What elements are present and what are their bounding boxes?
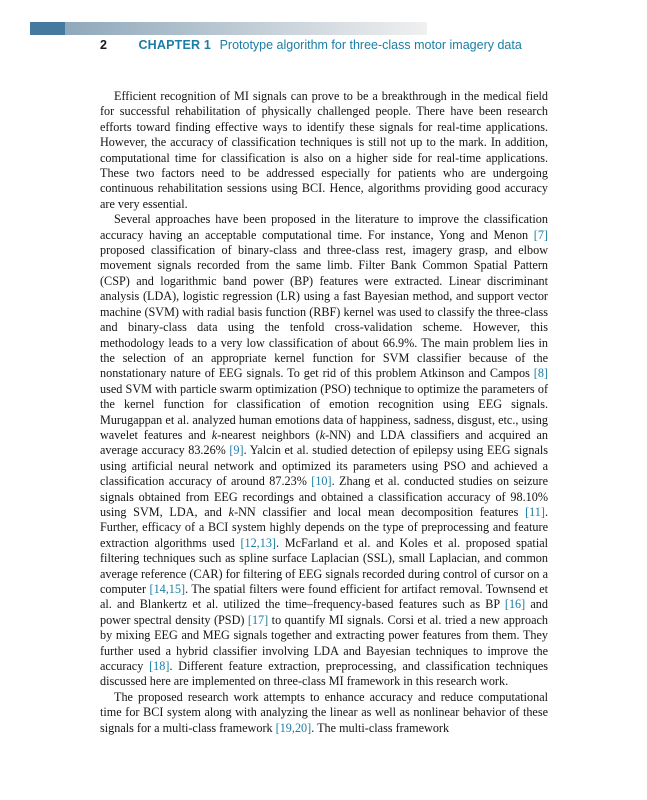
running-head bbox=[100, 38, 548, 52]
text-run: -NN) and LDA classifiers and acquired an average accuracy 83.26% bbox=[100, 427, 548, 458]
text-run: -NN classifier and local mean decomposition features bbox=[234, 504, 526, 519]
citation-link[interactable]: [7] bbox=[533, 227, 548, 242]
text-run: . The multi-class framework bbox=[311, 720, 450, 735]
text-run: Several approaches have been proposed in the literature to improve the classification accuracy having an acceptable computational time. For instance, Yong and Menon bbox=[100, 212, 548, 242]
citation-link[interactable]: [12,13] bbox=[240, 535, 276, 550]
text-run: . Zhang et al. conducted studies on seizure signals obtained from EEG recordings and obtained a classification accuracy of 98.10% using SVM, LDA, and bbox=[100, 474, 548, 519]
paragraph bbox=[100, 89, 548, 212]
citation-link[interactable]: [18] bbox=[149, 659, 170, 674]
citation-link[interactable]: [17] bbox=[247, 612, 269, 627]
header-bar-decoration bbox=[30, 22, 427, 35]
chapter-label: CHAPTER 1 bbox=[138, 38, 212, 52]
text-run: and power spectral density (PSD) bbox=[100, 597, 548, 627]
paragraph bbox=[100, 212, 548, 690]
italic-run: k bbox=[211, 427, 218, 442]
text-run: The proposed research work attempts to enhance accuracy and reduce computational time for BCI system along with analyzing the linear as well as nonlinear behavior of these signals for a multi-class framework bbox=[100, 689, 548, 735]
header-bar-solid-block bbox=[30, 22, 65, 35]
italic-run: k bbox=[228, 504, 235, 519]
chapter-title: Prototype algorithm for three-class motor imagery data bbox=[219, 38, 522, 52]
citation-link[interactable]: [19,20] bbox=[275, 720, 312, 735]
text-run: -nearest neighbors ( bbox=[217, 427, 320, 442]
italic-run: k bbox=[319, 427, 326, 442]
header-bar-gradient bbox=[65, 22, 427, 35]
citation-link[interactable]: [9] bbox=[229, 443, 244, 458]
citation-link[interactable]: [14,15] bbox=[149, 582, 186, 596]
text-run: . Yalcin et al. studied detection of epilepsy using EEG signals using artificial neural network and optimized its parameters using PSO and achieved a classification accuracy of around 87.23% bbox=[100, 443, 548, 489]
paragraph bbox=[100, 690, 548, 736]
citation-link[interactable]: [10] bbox=[311, 474, 332, 489]
text-run: used SVM with particle swarm optimization (PSO) technique to optimize the parameters of the kernel function for classification of emotion recognition using EEG signals. Murugappan et al. analyzed human emotions data of happiness, sadness, disgust, etc., using wavelet features and bbox=[100, 381, 548, 442]
citation-link[interactable]: [11] bbox=[525, 504, 545, 519]
text-run: to quantify MI signals. Corsi et al. tried a new approach by mixing EEG and MEG signals together and extracting power features from them. They further used a hybrid classifier involving LDA and Bayesian techniques to improve the accuracy bbox=[100, 612, 548, 674]
text-run: proposed classification of binary-class and three-class rest, imagery grasp, and elbow movement signals recorded from the same limb. Filter Bank Common Spatial Pattern (CSP) and logarithmic band power (BP) features were extracted. Linear discriminant analysis (LDA), logistic regression (LR) using a fast Bayesian method, and support vector machine (SVM) with radial basis function (RBF) kernel was used to classify the three-class and binary-class data using the tenfold cross-validation scheme. However, this methodology leads to a very low classification of about 66.9%. The main problem lies in the selection of an appropriate kernel function for SVM classifier because of the nonstationary nature of EEG signals. To get rid of this problem Atkinson and Campos bbox=[100, 243, 548, 381]
text-run: . Further, efficacy of a BCI system highly depends on the type of preprocessing and feature extraction algorithms used bbox=[100, 504, 548, 550]
text-run: . The spatial filters were found efficient for artifact removal. Townsend et al. and Blankertz et al. utilized the time–frequency-based features such as BP bbox=[100, 582, 548, 612]
citation-link[interactable]: [16] bbox=[504, 597, 526, 612]
page-number: 2 bbox=[100, 38, 107, 52]
page-body bbox=[100, 89, 548, 736]
text-run: . McFarland et al. and Koles et al. proposed spatial filtering techniques such as spline surface Laplacian (SSL), small Laplacian, and common average reference (CAR) for filtering of EEG signals recorded during control of cursor on a computer bbox=[100, 535, 548, 596]
text-run: . Different feature extraction, preprocessing, and classification techniques discussed here are implemented on three-class MI framework in this research work. bbox=[100, 659, 548, 689]
text-run: Efficient recognition of MI signals can prove to be a breakthrough in the medical field for successful rehabilitation of physically challenged people. There have been research efforts toward finding effective ways to identify these signals for real-time applications. However, the accuracy of classification techniques is still not up to the mark. In addition, computational time for classification is also on a higher side for real-time applications. These two factors need to be addressed especially for patients who are undergoing continuous rehabilitation sessions using BCI. Hence, algorithms providing good accuracy are very essential. bbox=[100, 89, 548, 211]
citation-link[interactable]: [8] bbox=[533, 366, 548, 381]
